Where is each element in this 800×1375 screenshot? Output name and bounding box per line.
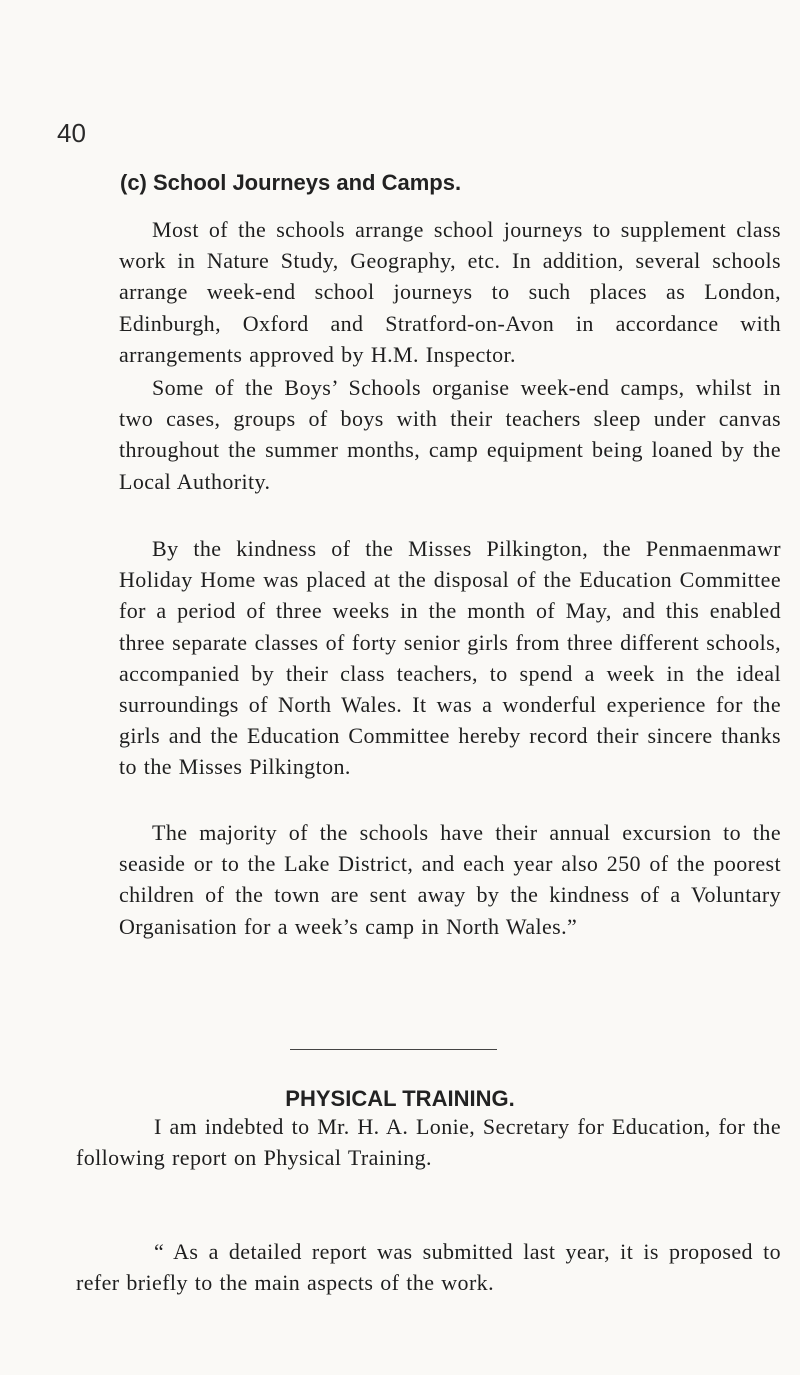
section-divider bbox=[290, 1049, 497, 1050]
page-number: 40 bbox=[57, 118, 86, 148]
paragraph-annual-excursion: The majority of the schools have their annual excursion to the seaside or to the Lake District, and each year also 250 of the poorest children of the town are sent away by the kindness of a Voluntary Organisation for a week’s camp in North Wales.” bbox=[119, 820, 781, 939]
paragraph-physical-training-report: “ As a detailed report was submitted last year, it is proposed to refer briefly to the main aspects of the work. bbox=[76, 1239, 781, 1296]
paragraph-penmaenmawr-holiday-home: By the kindness of the Misses Pilkington, the Penmaenmawr Holiday Home was placed at the disposal of the Education Committee for a period of three weeks in the month of May, and this enabled three separate classes of forty senior girls from three different schools, accompanied by their class teachers, to spend a week in the ideal surroundings of North Wales. It was a wonderful experience for the girls and the Education Committee hereby record their sincere thanks to the Misses Pilkington. bbox=[119, 536, 781, 780]
paragraph-physical-training-intro: I am indebted to Mr. H. A. Lonie, Secretary for Education, for the following report on Physical Training. bbox=[76, 1114, 781, 1171]
section-heading: (c) School Journeys and Camps. bbox=[120, 170, 462, 195]
physical-training-heading: PHYSICAL TRAINING. bbox=[285, 1086, 515, 1111]
paragraph-week-end-camps: Some of the Boys’ Schools organise week-end camps, whilst in two cases, groups of boys with their teachers sleep under canvas throughout the summer months, camp equipment being loaned by the Local Authority. bbox=[119, 375, 781, 494]
paragraph-school-journeys: Most of the schools arrange school journeys to supplement class work in Nature Study, Geography, etc. In addition, several schools arrange week-end school journeys to such places as London, Edinburgh, Oxford and Stratford-on-Avon in accordance with arrangements approved by H.M. Inspector. bbox=[119, 217, 781, 367]
